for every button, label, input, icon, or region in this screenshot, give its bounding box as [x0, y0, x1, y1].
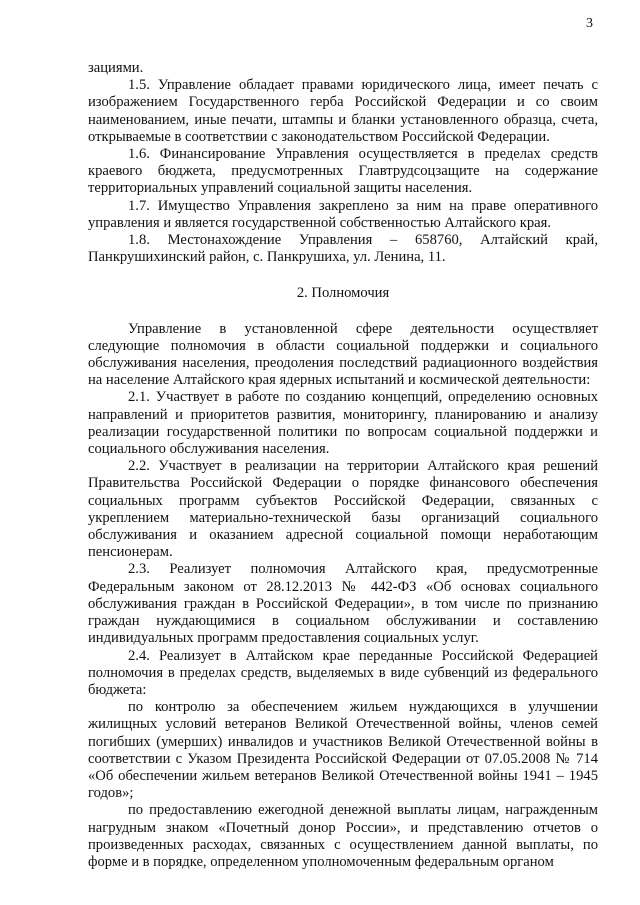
paragraph-1-7: 1.7. Имущество Управления закреплено за ним на праве оперативного управления и является государственной собственностью Алтайского края. — [88, 197, 598, 231]
paragraph-housing-control: по контролю за обеспечением жильем нуждающихся в улучшении жилищных условий ветеранов Великой Отечественной войны, членов семей погибших (умерших) инвалидов и участников Великой Отечественной войны в соответствии с Указом Президента Российской Федерации от 07.05.2008 № 714 «Об обеспечении жильем ветеранов Великой Отечественной войны 1941 – 1945 годов»; — [88, 699, 598, 802]
paragraph-continuation: зациями. — [88, 60, 144, 76]
paragraph-2-3: 2.3. Реализует полномочия Алтайского края, предусмотренные Федеральным законом от 28.12.2013 № 442-ФЗ «Об основах социального обслуживания граждан в Российской Федерации», в том числе по признанию граждан нуждающимися в социальном обслуживании и составлению индивидуальных программ предоставления социальных услуг. — [88, 561, 598, 647]
paragraph-2-1: 2.1. Участвует в работе по созданию концепций, определению основных направлений и приоритетов развития, мониторингу, планированию и анализу реализации государственной политики по вопросам социальной поддержки и социального обслуживания населения. — [88, 389, 598, 458]
paragraph-donor-payment: по предоставлению ежегодной денежной выплаты лицам, награжденным нагрудным знаком «Почетный донор России», и представлению отчетов о произведенных расходах, связанных с осуществлением данной выплаты, по форме и в порядке, определенном уполномоченным федеральным органом — [88, 802, 598, 870]
paragraph-intro: Управление в установленной сфере деятельности осуществляет следующие полномочия в области социальной поддержки и социального обслуживания населения, преодоления последствий радиационного воздействия на население Алтайского края ядерных испытаний и космической деятельности: — [88, 320, 598, 389]
page-number: 3 — [586, 16, 593, 31]
paragraph-2-4: 2.4. Реализует в Алтайском крае переданные Российской Федерацией полномочия в пределах средств, выделяемых в виде субвенций из федерального бюджета: — [88, 647, 598, 698]
paragraph-2-2: 2.2. Участвует в реализации на территории Алтайского края решений Правительства Российской Федерации о порядке финансового обеспечения социальных программ субъектов Российской Федерации, связанных с укреплением материально-технической базы организаций социального обслуживания и оказанием адресной социальной помощи неработающим пенсионерам. — [88, 458, 598, 561]
section-heading: 2. Полномочия — [296, 285, 390, 302]
paragraph-1-5: 1.5. Управление обладает правами юридического лица, имеет печать с изображением Государственного герба Российской Федерации и со своим наименованием, иные печати, штампы и бланки установленного образца, счета, открываемые в соответствии с законодательством Российской Федерации. — [88, 77, 598, 145]
document-body — [88, 60, 598, 871]
paragraph-1-6: 1.6. Финансирование Управления осуществляется в пределах средств краевого бюджета, предусмотренных Главтрудсоцзащите на содержание территориальных управлений социальной защиты населения. — [88, 146, 598, 197]
paragraph-1-8: 1.8. Местонахождение Управления – 658760, Алтайский край, Панкрушихинский район, с. Панкрушиха, ул. Ленина, 11. — [88, 232, 598, 266]
